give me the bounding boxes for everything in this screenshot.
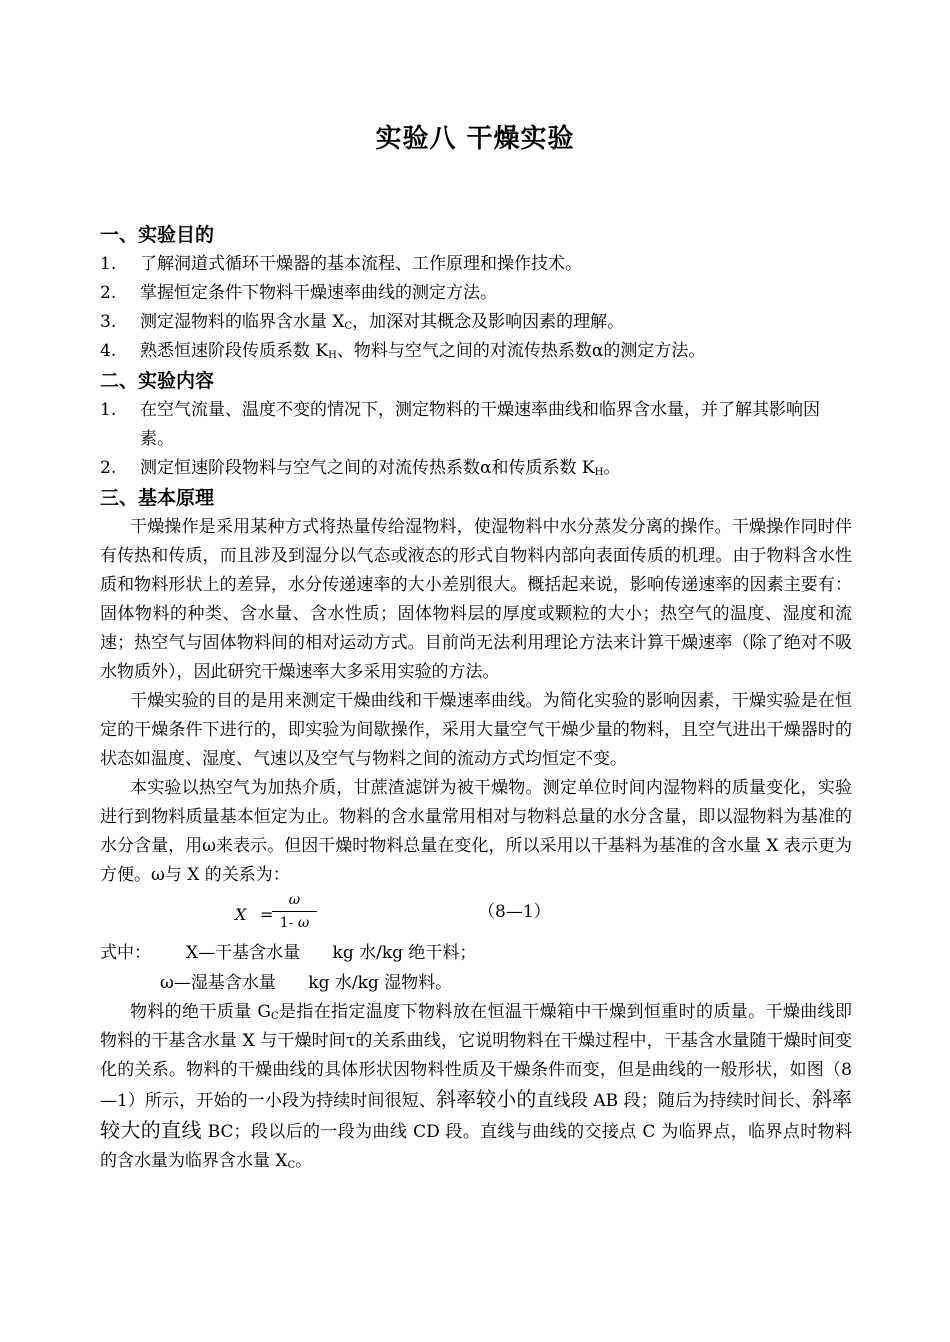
section-heading-principle: 三、基本原理 xyxy=(100,487,215,509)
list-text: 在空气流量、温度不变的情况下，测定物料的干燥速率曲线和临界含水量，并了解其影响因素。 xyxy=(140,400,820,449)
equation-equals: = xyxy=(260,905,274,924)
text-run: 熟悉恒速阶段传质系数 K xyxy=(140,341,329,361)
text-run: 。 xyxy=(603,458,621,478)
subscript: C xyxy=(270,1011,279,1022)
text-run: 、物料与空气之间的对流传热系数α的测定方法。 xyxy=(336,341,706,361)
fraction-numerator: ω xyxy=(288,892,301,908)
list-number: 2. xyxy=(100,283,117,303)
text-run: 物料的绝干质量 G xyxy=(130,1002,271,1022)
list-number: 2. xyxy=(100,458,117,478)
list-text: 掌握恒定条件下物料干燥速率曲线的测定方法。 xyxy=(140,283,497,303)
symbol-definitions xyxy=(100,938,852,998)
text-run: 测定湿物料的临界含水量 X xyxy=(140,312,345,332)
list-number: 4. xyxy=(100,341,117,361)
fraction-bar xyxy=(272,911,317,912)
paragraph: 本实验以热空气为加热介质，甘蔗渣滤饼为被干燥物。测定单位时间内湿物料的质量变化，实验进行到物料质量基本恒定为止。物料的含水量常用相对与物料总量的水分含量，即以湿物料为基准的水分含量，用ω来表示。但因干燥时物料总量在变化，所以采用以干基料为基准的含水量 X 表示更为方便。ω与 X 的关系为： xyxy=(100,778,852,885)
subscript: H xyxy=(328,350,337,361)
list-number: 1. xyxy=(100,254,117,274)
text-run: 斜率较小的 xyxy=(435,1087,537,1111)
subscript: C xyxy=(344,321,353,332)
subscript: H xyxy=(594,467,604,478)
list-text xyxy=(140,308,852,337)
equation-8-1 xyxy=(100,890,852,938)
list-item xyxy=(100,250,852,279)
text-run: BC；段以后的一段为曲线 CD 段。直线与曲线的交接点 C 为临界点，临界点时物料的含水量为临界含水量 X xyxy=(100,1122,853,1171)
definition-text: X—干基含水量 kg 水/kg 绝干料； xyxy=(186,943,477,963)
list-number: 3. xyxy=(100,312,117,332)
paragraph: 干燥操作是采用某种方式将热量传给湿物料，使湿物料中水分蒸发分离的操作。干燥操作同时伴有传热和传质，而且涉及到湿分以气态或液态的形式自物料内部向表面传质的机理。由于物料含水性质和物料形状上的差异，水分传递速率的大小差别很大。概括起来说，影响传递速率的因素主要有：固体物料的种类、含水量、含水性质；固体物料层的厚度或颗粒的大小；热空气的温度、湿度和流速；热空气与固体物料间的相对运动方式。目前尚无法利用理论方法来计算干燥速率（除了绝对不吸水物质外），因此研究干燥速率大多采用实验的方法。 xyxy=(100,517,852,682)
equation-lhs: X xyxy=(235,905,247,924)
list-item xyxy=(100,396,852,454)
section-heading-content: 二、实验内容 xyxy=(100,370,215,392)
section-heading-objectives: 一、实验目的 xyxy=(100,224,215,246)
text-run: 测定恒速阶段物料与空气之间的对流传热系数α和传质系数 K xyxy=(140,458,595,478)
page-title: 实验八 干燥实验 xyxy=(375,124,575,154)
text-run: ，加深对其概念及影响因素的理解。 xyxy=(352,312,625,332)
list-text xyxy=(140,454,852,483)
fraction-denominator xyxy=(272,913,317,933)
list-item xyxy=(100,454,852,483)
text-run: ω xyxy=(297,915,310,931)
definition-line xyxy=(100,938,852,968)
text-run: 。 xyxy=(295,1151,313,1171)
text-run: 斜率较大的直线 xyxy=(100,1087,853,1142)
paragraph xyxy=(100,998,852,1176)
definition-label: 式中： xyxy=(100,943,151,963)
list-number: 1. xyxy=(100,400,117,420)
document-body xyxy=(100,220,852,1176)
list-item xyxy=(100,337,852,366)
subscript: C xyxy=(287,1160,296,1171)
list-text xyxy=(140,337,852,366)
definition-line: ω—湿基含水量 kg 水/kg 湿物料。 xyxy=(160,973,453,993)
text-run: 1- xyxy=(279,915,298,931)
equation-number: （8—1） xyxy=(478,902,551,922)
text-run: 直线段 AB 段；随后为持续时间长、 xyxy=(536,1091,812,1111)
paragraph: 干燥实验的目的是用来测定干燥曲线和干燥速率曲线。为简化实验的影响因素，干燥实验是在恒定的干燥条件下进行的，即实验为间歇操作，采用大量空气干燥少量的物料，且空气进出干燥器时的状态如温度、湿度、气速以及空气与物料之间的流动方式均恒定不变。 xyxy=(100,691,852,769)
text-run: 是指在指定温度下物料放在恒温干燥箱中干燥到恒重时的质量。干燥曲线即物料的干基含水量 X 与干燥时间τ的关系曲线，它说明物料在干燥过程中，干基含水量随干燥时间变化的关系。物料的干燥曲线的具体形状因物料性质及干燥条件而变，但是曲线的一般形状，如图（8—1）所示，开始的一小段为持续时间很短、 xyxy=(100,1002,853,1111)
list-item xyxy=(100,279,852,308)
list-item xyxy=(100,308,852,337)
list-text: 了解洞道式循环干燥器的基本流程、工作原理和操作技术。 xyxy=(140,254,582,274)
equation-fraction xyxy=(272,890,317,933)
